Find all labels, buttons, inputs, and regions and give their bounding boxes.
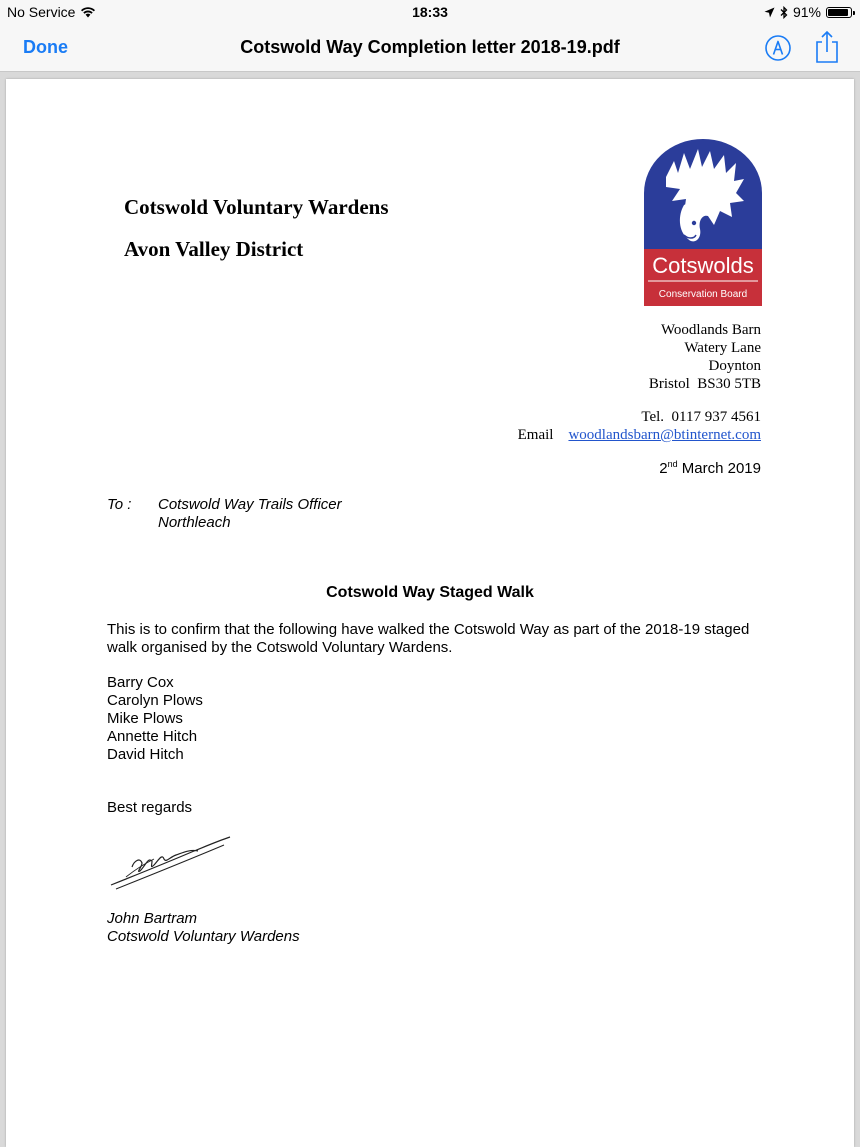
list-item: Annette Hitch: [107, 728, 198, 745]
recipient-label: To :: [107, 496, 132, 513]
done-button[interactable]: Done: [23, 37, 68, 57]
list-item: Barry Cox: [107, 674, 174, 691]
date-suffix: nd: [667, 459, 678, 469]
carrier-text: No Service: [7, 4, 76, 20]
status-time: 18:33: [412, 4, 448, 20]
cotswolds-logo: [644, 139, 762, 306]
recipient: [158, 496, 342, 532]
status-right: [764, 4, 852, 20]
battery-percent: 91%: [792, 4, 821, 20]
signature: [106, 831, 231, 893]
letter-body: This is to confirm that the following have walked the Cotswold Way as part of the 2018-19 staged walk organised by the Cotswold Voluntary Wardens.: [107, 621, 750, 656]
battery-icon: [826, 7, 852, 18]
recipient-line: Northleach: [158, 514, 231, 531]
markup-pen-icon[interactable]: [764, 34, 792, 62]
email-link[interactable]: woodlandsbarn@btinternet.com: [568, 427, 761, 443]
pdf-page[interactable]: [6, 79, 854, 1147]
recipient-line: Cotswold Way Trails Officer: [158, 496, 342, 513]
address-line: Woodlands Barn: [660, 322, 761, 338]
document-title: Cotswold Way Completion letter 2018-19.pdf: [240, 37, 620, 57]
address-line: Bristol BS30 5TB: [648, 376, 761, 392]
contact-details: [518, 408, 761, 444]
signer: [107, 910, 300, 946]
share-icon[interactable]: [814, 30, 840, 64]
logo-brand-text: Cotswolds: [652, 253, 754, 278]
tel-number: 0117 937 4561: [671, 409, 761, 425]
organisation-name: Cotswold Voluntary Wardens: [124, 195, 389, 219]
signer-organisation: Cotswold Voluntary Wardens: [107, 928, 300, 945]
walker-names-list: [107, 674, 203, 764]
signer-name: John Bartram: [107, 910, 198, 927]
sender-address: [649, 321, 761, 393]
list-item: Carolyn Plows: [107, 692, 203, 709]
address-line: Doynton: [708, 358, 761, 374]
date-day: 2: [659, 460, 668, 477]
navigation-bar: [0, 24, 860, 72]
date-rest: March 2019: [677, 460, 761, 477]
email-line: [518, 426, 761, 444]
bluetooth-icon: [780, 6, 788, 19]
address-line: Watery Lane: [684, 340, 761, 356]
closing: Best regards: [107, 799, 193, 816]
location-arrow-icon: [764, 7, 775, 18]
letter-date: [659, 459, 761, 477]
list-item: Mike Plows: [107, 710, 183, 727]
email-label: Email: [517, 427, 554, 443]
status-bar: [0, 0, 860, 24]
telephone-line: [518, 408, 761, 426]
letter-subject: Cotswold Way Staged Walk: [326, 584, 534, 601]
tel-label: Tel.: [641, 409, 665, 425]
list-item: David Hitch: [107, 746, 184, 763]
logo-subtitle-text: Conservation Board: [658, 289, 748, 300]
district-name: Avon Valley District: [124, 237, 304, 261]
